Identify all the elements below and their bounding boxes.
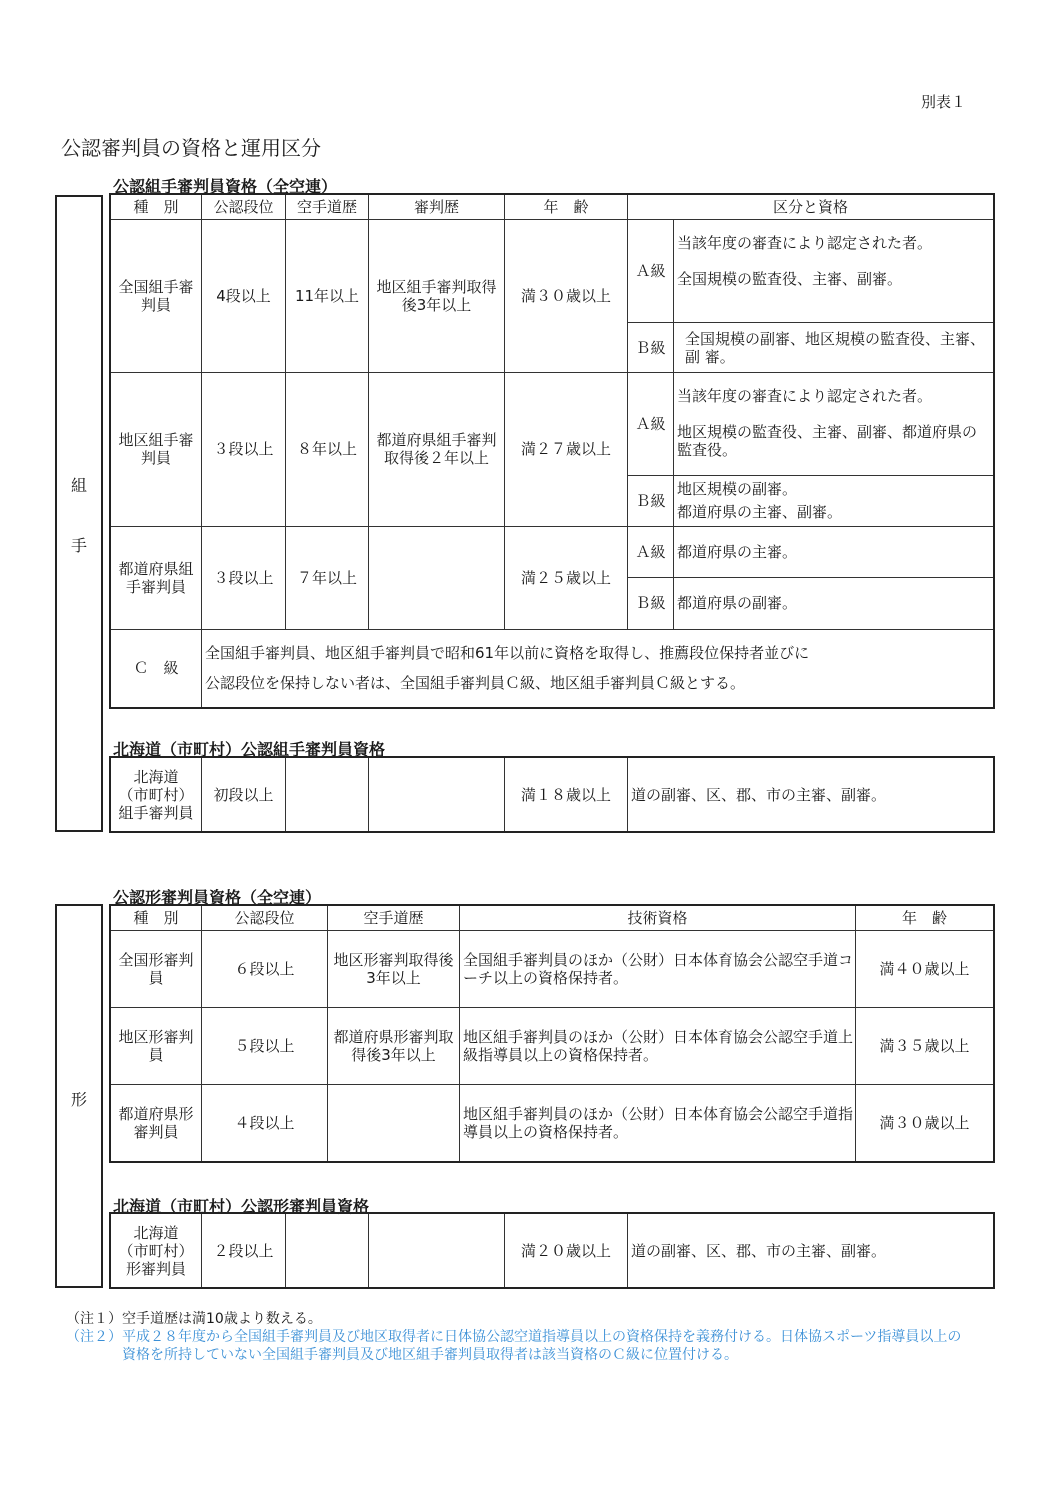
age-requirement: 満３０歳以上 bbox=[505, 220, 628, 373]
c-class-label: Ｃ 級 bbox=[111, 629, 202, 707]
header-type: 種 別 bbox=[111, 906, 202, 931]
class-label-a: Ａ級 bbox=[628, 526, 674, 577]
table-row bbox=[111, 758, 994, 832]
dan-requirement: ２段以上 bbox=[202, 1214, 286, 1288]
class-b-description bbox=[674, 323, 994, 373]
dan-requirement: ５段以上 bbox=[202, 1008, 328, 1085]
note-2-label: （注２） bbox=[66, 1329, 122, 1346]
document-title: 公認審判員の資格と運用区分 bbox=[61, 136, 321, 160]
type-line-1: 北海道 bbox=[133, 1223, 179, 1242]
class-b-line-1: 地区規模の副審。 bbox=[677, 480, 798, 499]
dan-requirement: ４段以上 bbox=[202, 1085, 328, 1162]
c-class-description bbox=[202, 629, 994, 707]
header-age: 年 齢 bbox=[505, 195, 628, 220]
table-row bbox=[111, 931, 994, 1008]
technical-qualification: 地区組手審判員のほか（公財）日本体育協会公認空手道指導員以上の資格保持者。 bbox=[460, 1085, 856, 1162]
dan-requirement: 初段以上 bbox=[202, 758, 286, 832]
class-a-description bbox=[674, 220, 994, 323]
type-line-1: 北海道 bbox=[133, 767, 179, 786]
referee-history bbox=[369, 526, 505, 629]
class-label-a: Ａ級 bbox=[628, 220, 674, 323]
header-dan: 公認段位 bbox=[202, 906, 328, 931]
note-1 bbox=[66, 1310, 966, 1328]
role-description: 道の副審、区、郡、市の主審、副審。 bbox=[628, 758, 994, 832]
karate-years bbox=[286, 1214, 369, 1288]
kata-qualification-table bbox=[110, 905, 994, 1162]
kata-section-title: 公認形審判員資格（全空連） bbox=[113, 888, 322, 907]
class-label-b: Ｂ級 bbox=[628, 475, 674, 526]
note-2-text: 平成２８年度から全国組手審判員及び地区取得者に日体協公認空道指導員以上の資格保持を義務付ける。日体協スポーツ指導員以上の資格を所持していない全国組手審判員及び地区組手審判員取得者は該当資格のＣ級に位置付ける。 bbox=[122, 1329, 962, 1364]
note-2 bbox=[66, 1328, 966, 1364]
kumite-side-char-1: 組 bbox=[70, 476, 87, 495]
class-a-line-2: 地区規模の監査役、主審、副審、都道府県の監査役。 bbox=[677, 423, 978, 460]
table-row bbox=[111, 220, 994, 323]
age-requirement: 満３０歳以上 bbox=[856, 1085, 994, 1162]
table-row bbox=[111, 1214, 994, 1288]
dan-requirement: ３段以上 bbox=[202, 526, 286, 629]
age-requirement: 満４０歳以上 bbox=[856, 931, 994, 1008]
kata-hokkaido-table bbox=[110, 1213, 994, 1288]
note-1-label: （注１） bbox=[66, 1311, 122, 1327]
karate-years: ７年以上 bbox=[286, 526, 369, 629]
header-karate-years: 空手道歴 bbox=[328, 906, 460, 931]
kumite-hokkaido-title: 北海道（市町村）公認組手審判員資格 bbox=[113, 740, 386, 759]
technical-qualification: 全国組手審判員のほか（公財）日本体育協会公認空手道コーチ以上の資格保持者。 bbox=[460, 931, 856, 1008]
header-dan: 公認段位 bbox=[202, 195, 286, 220]
class-a-line-1: 当該年度の審査により認定された者。 bbox=[677, 387, 933, 406]
age-requirement: 満３５歳以上 bbox=[856, 1008, 994, 1085]
class-label-b: Ｂ級 bbox=[628, 577, 674, 629]
referee-type bbox=[111, 1214, 202, 1288]
referee-type: 都道府県形審判員 bbox=[111, 1085, 202, 1162]
class-b-description: 都道府県の副審。 bbox=[674, 577, 994, 629]
c-class-row bbox=[111, 629, 994, 707]
table-row bbox=[111, 1008, 994, 1085]
referee-history: 地区組手審判取得後3年以上 bbox=[369, 220, 505, 373]
age-requirement: 満１８歳以上 bbox=[505, 758, 628, 832]
dan-requirement: ６段以上 bbox=[202, 931, 328, 1008]
table-row bbox=[111, 1085, 994, 1162]
kumite-side-label-box bbox=[55, 195, 103, 832]
header-type: 種 別 bbox=[111, 195, 202, 220]
dan-requirement: ３段以上 bbox=[202, 373, 286, 526]
age-requirement: 満２７歳以上 bbox=[505, 373, 628, 526]
karate-years bbox=[286, 758, 369, 832]
kata-header-row bbox=[111, 906, 994, 931]
class-label-b: Ｂ級 bbox=[628, 323, 674, 373]
type-line-3: 組手審判員 bbox=[118, 803, 194, 822]
referee-history: 都道府県組手審判取得後２年以上 bbox=[369, 373, 505, 526]
referee-history bbox=[328, 1085, 460, 1162]
header-karate-years: 空手道歴 bbox=[286, 195, 369, 220]
referee-type bbox=[111, 758, 202, 832]
kumite-section-title: 公認組手審判員資格（全空連） bbox=[113, 177, 338, 196]
referee-history bbox=[369, 758, 505, 832]
referee-history: 地区形審判取得後3年以上 bbox=[328, 931, 460, 1008]
technical-qualification: 地区組手審判員のほか（公財）日本体育協会公認空手道上級指導員以上の資格保持者。 bbox=[460, 1008, 856, 1085]
kumite-side-char-2: 手 bbox=[70, 536, 87, 555]
kata-side-label-box bbox=[55, 904, 103, 1288]
age-requirement: 満２５歳以上 bbox=[505, 526, 628, 629]
age-requirement: 満２０歳以上 bbox=[505, 1214, 628, 1288]
header-class-qualification: 区分と資格 bbox=[628, 195, 994, 220]
referee-type: 全国形審判員 bbox=[111, 931, 202, 1008]
kumite-header-row bbox=[111, 195, 994, 220]
class-label-a: Ａ級 bbox=[628, 373, 674, 475]
type-line-2: （市町村） bbox=[118, 1241, 194, 1260]
c-class-line-2: 公認段位を保持しない者は、全国組手審判員Ｃ級、地区組手審判員Ｃ級とする。 bbox=[205, 674, 746, 693]
type-line-2: （市町村） bbox=[118, 785, 194, 804]
kumite-hokkaido-table bbox=[110, 757, 994, 832]
dan-requirement: 4段以上 bbox=[202, 220, 286, 373]
karate-years: ８年以上 bbox=[286, 373, 369, 526]
referee-history: 都道府県形審判取得後3年以上 bbox=[328, 1008, 460, 1085]
role-description: 道の副審、区、郡、市の主審、副審。 bbox=[628, 1214, 994, 1288]
referee-type: 全国組手審判員 bbox=[111, 220, 202, 373]
referee-history bbox=[369, 1214, 505, 1288]
class-b-line-2: 都道府県の主審、副審。 bbox=[677, 503, 843, 522]
referee-type: 地区形審判員 bbox=[111, 1008, 202, 1085]
c-class-line-1: 全国組手審判員、地区組手審判員で昭和61年以前に資格を取得し、推薦段位保持者並びに bbox=[205, 644, 810, 663]
table-row bbox=[111, 526, 994, 577]
class-a-line-2: 全国規模の監査役、主審、副審。 bbox=[677, 270, 903, 289]
table-row bbox=[111, 373, 994, 475]
header-age: 年 齢 bbox=[856, 906, 994, 931]
kata-hokkaido-title: 北海道（市町村）公認形審判員資格 bbox=[113, 1197, 370, 1216]
karate-years: 11年以上 bbox=[286, 220, 369, 373]
class-a-line-1: 当該年度の審査により認定された者。 bbox=[677, 234, 933, 253]
referee-type: 都道府県組手審判員 bbox=[111, 526, 202, 629]
header-referee-history: 審判歴 bbox=[369, 195, 505, 220]
note-1-text: 空手道歴は満10歳より数える。 bbox=[122, 1311, 322, 1327]
type-line-3: 形審判員 bbox=[125, 1259, 186, 1278]
class-a-description: 都道府県の主審。 bbox=[674, 526, 994, 577]
referee-type: 地区組手審判員 bbox=[111, 373, 202, 526]
class-a-description bbox=[674, 373, 994, 475]
annex-label: 別表１ bbox=[921, 93, 967, 111]
class-b-description bbox=[674, 475, 994, 526]
header-technical-qualification: 技術資格 bbox=[460, 906, 856, 931]
footnotes bbox=[66, 1310, 966, 1365]
class-b-line-1: 全国規模の副審、地区規模の監査役、主審、副 審。 bbox=[685, 329, 986, 366]
kumite-qualification-table bbox=[110, 194, 994, 708]
kata-side-char: 形 bbox=[70, 1090, 87, 1109]
